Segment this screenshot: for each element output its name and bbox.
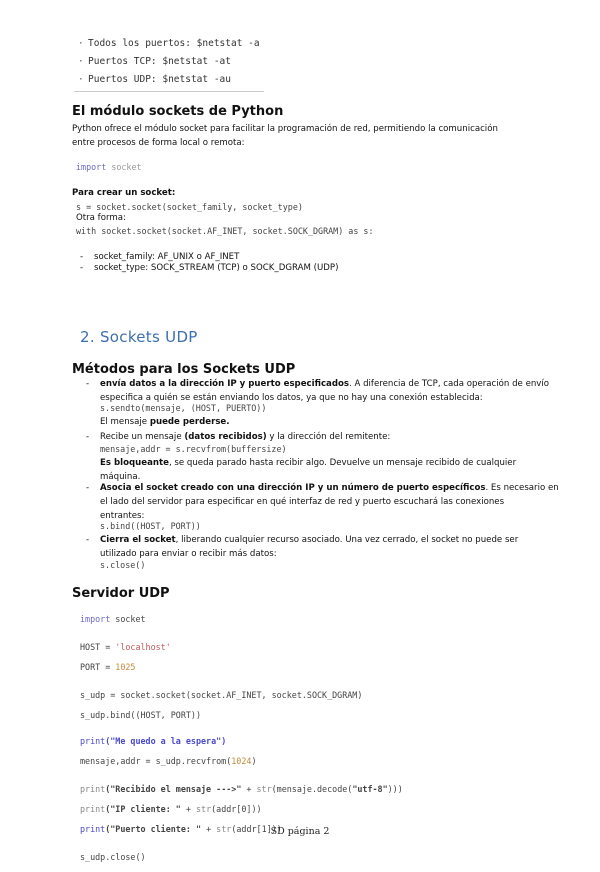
- divider: [74, 91, 264, 92]
- section-title-udp: 2. Sockets UDP: [80, 328, 198, 346]
- netstat-item-udp: · Puertos UDP: $netstat -au: [78, 74, 231, 85]
- method-sendto: - envía datos a la dirección IP y puerto especificados. A diferencia de TCP, cada operación de envío: [86, 379, 550, 389]
- code-line: print("Me quedo a la espera"): [80, 736, 227, 746]
- recvfrom-code: mensaje,addr = s.recvfrom(buffersize): [100, 444, 287, 454]
- code-line: s_udp.close(): [80, 852, 146, 862]
- keyword: import: [76, 162, 107, 172]
- method-sendto-line2: especifica a quién se están enviando los datos, ya que no hay una conexión establecida:: [100, 393, 483, 403]
- netstat-cmd: $netstat -at: [162, 56, 231, 67]
- close-code: s.close(): [100, 560, 146, 570]
- method-recvfrom: - Recibe un mensaje (datos recibidos) y la dirección del remitente:: [86, 432, 391, 442]
- netstat-label: Puertos TCP:: [88, 56, 163, 67]
- bullet-socket-family: - socket_family: AF_UNIX o AF_INET: [80, 252, 240, 262]
- import-line: [76, 162, 142, 172]
- socket-code-2: with socket.socket(socket.AF_INET, socket.SOCK_DGRAM) as s:: [76, 226, 374, 236]
- netstat-item-all: · Todos los puertos: $netstat -a: [78, 38, 260, 49]
- bullet-socket-type: - socket_type: SOCK_STREAM (TCP) o SOCK_DGRAM (UDP): [80, 263, 339, 273]
- code-line: HOST = 'localhost': [80, 642, 171, 652]
- create-socket-label: Para crear un socket:: [72, 188, 176, 198]
- server-heading: Servidor UDP: [72, 586, 170, 601]
- bind-code: s.bind((HOST, PORT)): [100, 521, 201, 531]
- code-line: print("Puerto cliente: " + str(addr[1])): [80, 824, 282, 834]
- sendto-note: El mensaje puede perderse.: [100, 417, 230, 427]
- code-line: print("Recibido el mensaje --->" + str(mensaje.decode("utf-8"))): [80, 784, 403, 794]
- recvfrom-note-line2: máquina.: [100, 472, 141, 482]
- method-close: - Cierra el socket, liberando cualquier recurso asociado. Una vez cerrado, el socket no puede ser: [86, 535, 519, 545]
- code-line: import socket: [80, 614, 146, 624]
- otra-forma-label: Otra forma:: [76, 213, 126, 223]
- method-bind-line2: el lado del servidor para especificar en qué interfaz de red y puerto escuchará las conexiones: [100, 497, 505, 507]
- code-line: PORT = 1025: [80, 662, 136, 672]
- intro-line-2: entre procesos de forma local o remota:: [72, 138, 245, 148]
- recvfrom-note: Es bloqueante, se queda parado hasta recibir algo. Devuelve un mensaje recibido de cualquier: [100, 458, 517, 468]
- netstat-label: Todos los puertos:: [88, 38, 197, 49]
- method-bind: - Asocia el socket creado con una dirección IP y un número de puerto específicos. Es necesario en: [86, 483, 559, 493]
- netstat-cmd: $netstat -a: [196, 38, 260, 49]
- sendto-code: s.sendto(mensaje, (HOST, PUERTO)): [100, 403, 267, 413]
- code-line: s_udp = socket.socket(socket.AF_INET, socket.SOCK_DGRAM): [80, 690, 363, 700]
- module-name: socket: [106, 162, 142, 172]
- intro-line-1: Python ofrece el módulo socket para facilitar la programación de red, permitiendo la comunicación: [72, 124, 498, 134]
- netstat-cmd: $netstat -au: [162, 74, 231, 85]
- code-line: s_udp.bind((HOST, PORT)): [80, 710, 202, 720]
- code-line: mensaje,addr = s_udp.recvfrom(1024): [80, 756, 257, 766]
- netstat-item-tcp: · Puertos TCP: $netstat -at: [78, 56, 231, 67]
- method-close-line2: utilizado para enviar o recibir más datos:: [100, 549, 277, 559]
- socket-code-1: s = socket.socket(socket_family, socket_type): [76, 202, 303, 212]
- methods-heading: Métodos para los Sockets UDP: [72, 362, 296, 377]
- method-bind-line3: entrantes:: [100, 511, 145, 521]
- page-footer: SD página 2: [270, 826, 330, 837]
- python-sockets-heading: El módulo sockets de Python: [72, 104, 284, 119]
- code-line: print("IP cliente: " + str(addr[0])): [80, 804, 262, 814]
- netstat-label: Puertos UDP:: [88, 74, 163, 85]
